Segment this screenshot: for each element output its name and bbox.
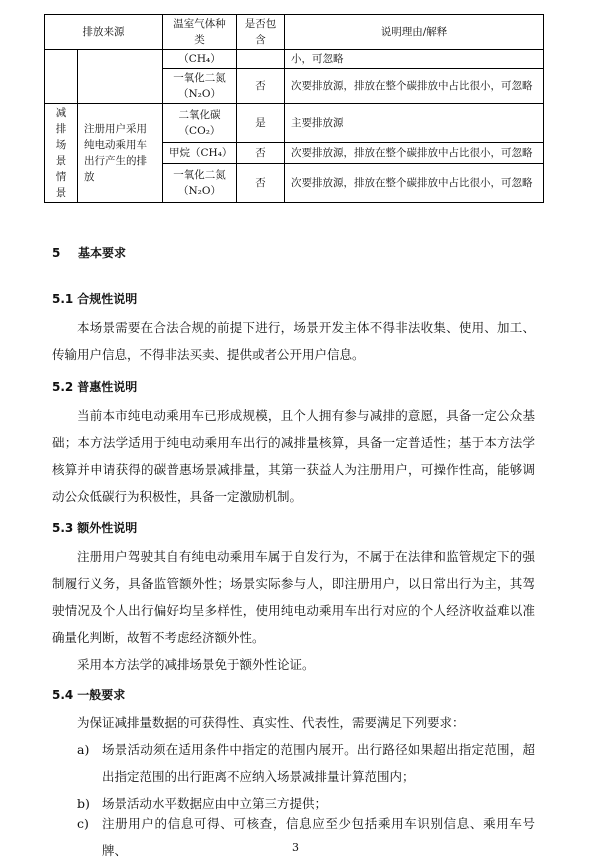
header-gas-type: 温室气体种类: [163, 15, 237, 50]
section-5-3-heading: [52, 519, 137, 536]
included-cell: [237, 50, 285, 69]
paragraph: 为保证减排量数据的可获得性、真实性、代表性，需要满足下列要求：: [77, 715, 465, 730]
section-number: 5.1: [52, 292, 74, 306]
gas-cell: 甲烷（CH₄）: [163, 142, 237, 163]
section-title: 基本要求: [78, 246, 127, 260]
paragraph: 本场景需要在合法合规的前提下进行，场景开发主体不得非法收集、使用、加工、传输用户信息，不得非法买卖、提供或者公开用户信息。: [52, 320, 535, 362]
table-row: [45, 50, 544, 69]
section-5-heading: [52, 244, 126, 261]
gas-cell: 一氧化二氮（N₂O）: [163, 69, 237, 104]
reason-cell: 次要排放源，排放在整个碳排放中占比很小，可忽略: [285, 142, 544, 163]
gas-cell: 二氧化碳（CO₂）: [163, 104, 237, 143]
section-title: 额外性说明: [77, 521, 138, 535]
included-cell: 否: [237, 164, 285, 203]
list-marker: b): [77, 796, 90, 811]
prev-source-cell: [78, 50, 163, 104]
category-cell: 减排场景情景: [45, 104, 78, 203]
section-number: 5.4: [52, 688, 74, 702]
paragraph: 当前本市纯电动乘用车已形成规模，且个人拥有参与减排的意愿，具备一定公众基础；本方法学适用于纯电动乘用车出行的减排量核算，具备一定普适性；基于本方法学核算并申请获得的碳普惠场景减排量，其第一获益人为注册用户，可操作性高，能够调动公众低碳行为积极性，具备一定激励机制。: [52, 408, 535, 504]
list-text: 注册用户的信息可得、可核查，信息应至少包括乘用车识别信息、乘用车号牌、: [102, 816, 535, 858]
section-number: 5.3: [52, 521, 74, 535]
table-row: [45, 104, 544, 143]
section-title: 一般要求: [77, 688, 126, 702]
header-reason: 说明理由/解释: [285, 15, 544, 50]
emission-source-table: [44, 14, 544, 203]
paragraph: 采用本方法学的减排场景免于额外性论证。: [77, 657, 315, 672]
section-5-1-heading: [52, 290, 137, 307]
list-marker: c): [77, 816, 89, 831]
table-header-row: [45, 15, 544, 50]
included-cell: 是: [237, 104, 285, 143]
list-item: [52, 736, 535, 790]
section-number: 5: [52, 246, 61, 260]
header-source: 排放来源: [45, 15, 163, 50]
gas-cell: 一氧化二氮（N₂O）: [163, 164, 237, 203]
included-cell: 否: [237, 142, 285, 163]
section-number: 5.2: [52, 380, 74, 394]
section-5-2-heading: [52, 378, 137, 395]
reason-cell: 主要排放源: [285, 104, 544, 143]
paragraph: 注册用户驾驶其自有纯电动乘用车属于自发行为，不属于在法律和监管规定下的强制履行义务，具备监管额外性；场景实际参与人，即注册用户，以日常出行为主，其驾驶情况及个人出行偏好均呈多样性，使用纯电动乘用车出行对应的个人经济收益难以准确量化判断，故暂不考虑经济额外性。: [52, 549, 535, 645]
included-cell: 否: [237, 69, 285, 104]
section-title: 合规性说明: [77, 292, 138, 306]
reason-cell: 次要排放源，排放在整个碳排放中占比很小，可忽略: [285, 164, 544, 203]
list-text: 场景活动须在适用条件中指定的范围内展开。出行路径如果超出指定范围，超出指定范围的出行距离不应纳入场景减排量计算范围内；: [102, 742, 535, 784]
section-5-4-heading: [52, 686, 125, 703]
header-included: 是否包含: [237, 15, 285, 50]
reason-cell: 小，可忽略: [285, 50, 544, 69]
gas-cell: （CH₄）: [163, 50, 237, 69]
reason-cell: 次要排放源，排放在整个碳排放中占比很小，可忽略: [285, 69, 544, 104]
source-cell: 注册用户采用纯电动乘用车出行产生的排放: [78, 104, 163, 203]
prev-category-cell: [45, 50, 78, 104]
list-text: 场景活动水平数据应由中立第三方提供；: [102, 796, 328, 811]
list-marker: a): [77, 742, 90, 757]
list-item: [52, 810, 535, 864]
section-title: 普惠性说明: [77, 380, 138, 394]
page-number: 3: [292, 841, 299, 854]
